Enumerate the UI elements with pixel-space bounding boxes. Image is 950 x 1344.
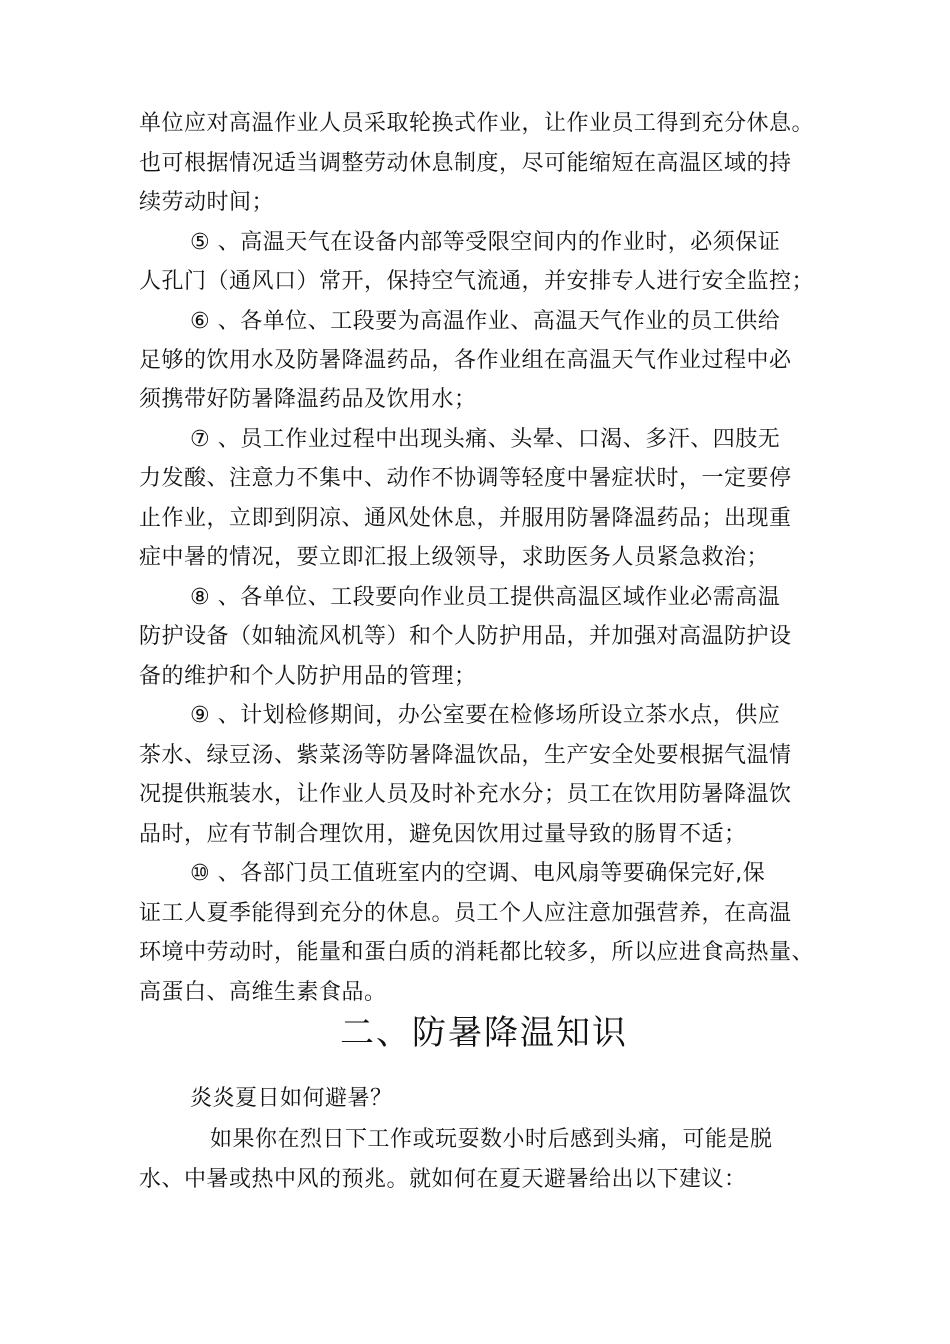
list-item-8-line: ⑧ 、各单位、工段要向作业员工提供高温区域作业必需高温 xyxy=(190,585,781,610)
text-line: 证工人夏季能得到充分的休息。员工个人应注意加强营养，在高温 xyxy=(139,901,792,926)
intro-line: 如果你在烈日下工作或玩耍数小时后感到头痛，可能是脱 xyxy=(210,1127,773,1152)
text-line: 力发酸、注意力不集中、动作不协调等轻度中暑症状时，一定要停 xyxy=(139,466,792,491)
list-item-9-line: ⑨ 、计划检修期间，办公室要在检修场所设立茶水点，供应 xyxy=(190,703,781,728)
list-item-7-line: ⑦ 、员工作业过程中出现头痛、头晕、口渴、多汗、四肢无 xyxy=(190,427,781,452)
text-line: 症中暑的情况，要立即汇报上级领导，求助医务人员紧急救治； xyxy=(139,545,770,570)
text-line: 备的维护和个人防护用品的管理； xyxy=(139,664,477,689)
question-line: 炎炎夏日如何避暑？ xyxy=(190,1086,393,1111)
text-line: 人孔门（通风口）常开，保持空气流通，并安排专人进行安全监控； xyxy=(139,269,815,294)
intro-line: 水、中暑或热中风的预兆。就如何在夏天避暑给出以下建议： xyxy=(139,1167,747,1192)
text-line: 况提供瓶装水，让作业人员及时补充水分；员工在饮用防暑降温饮 xyxy=(139,782,792,807)
section-heading: 二、防暑降温知识 xyxy=(340,1013,628,1053)
list-item-10-line: ⑩ 、各部门员工值班室内的空调、电风扇等要确保完好,保 xyxy=(190,861,766,886)
list-item-5-line: ⑤ 、高温天气在设备内部等受限空间内的作业时，必须保证 xyxy=(190,230,781,255)
text-line: 续劳动时间； xyxy=(139,190,275,215)
text-line: 防护设备（如轴流风机等）和个人防护用品，并加强对高温防护设 xyxy=(139,624,792,649)
text-line: 环境中劳动时，能量和蛋白质的消耗都比较多，所以应进食高热量、 xyxy=(139,940,815,965)
list-item-6-line: ⑥ 、各单位、工段要为高温作业、高温天气作业的员工供给 xyxy=(190,309,781,334)
text-line: 止作业，立即到阴凉、通风处休息，并服用防暑降温药品；出现重 xyxy=(139,506,792,531)
text-line: 足够的饮用水及防暑降温药品，各作业组在高温天气作业过程中必 xyxy=(139,348,792,373)
text-line: 高蛋白、高维生素食品。 xyxy=(139,980,387,1005)
text-line: 茶水、绿豆汤、紫菜汤等防暑降温饮品，生产安全处要根据气温情 xyxy=(139,743,792,768)
text-line: 也可根据情况适当调整劳动休息制度，尽可能缩短在高温区域的持 xyxy=(139,151,792,176)
text-line: 单位应对高温作业人员采取轮换式作业，让作业员工得到充分休息。 xyxy=(139,111,815,136)
text-line: 须携带好防暑降温药品及饮用水； xyxy=(139,387,477,412)
text-line: 品时，应有节制合理饮用，避免因饮用过量导致的肠胃不适； xyxy=(139,822,747,847)
